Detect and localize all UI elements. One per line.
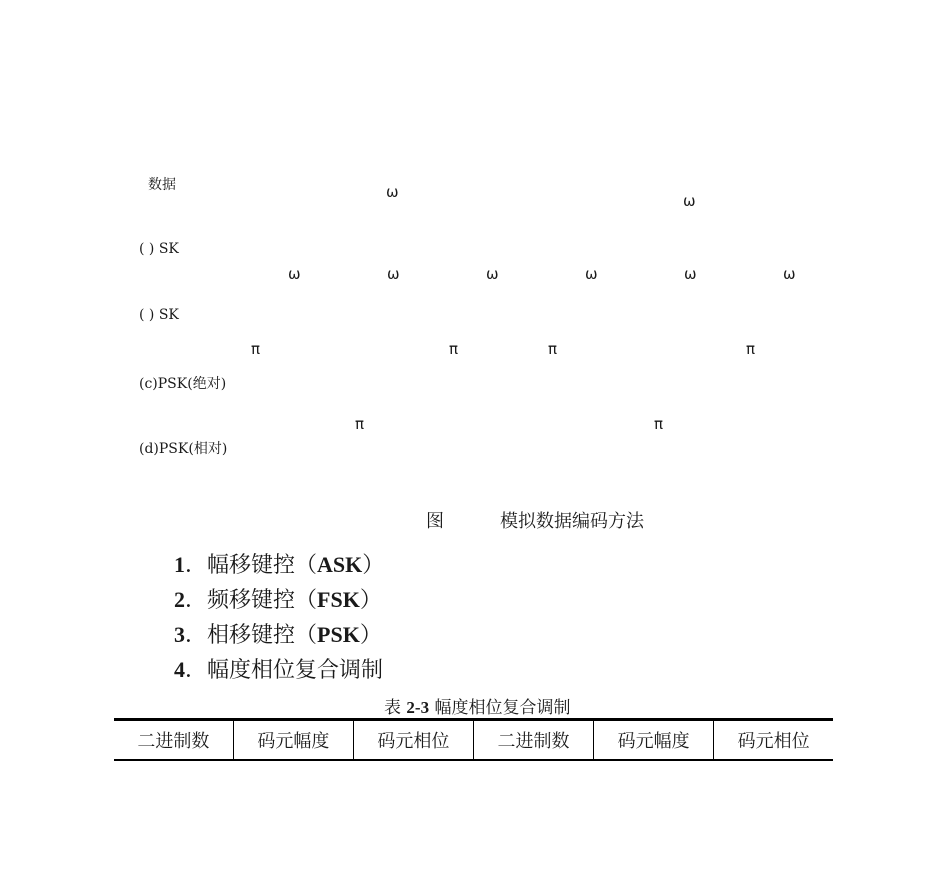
table-caption-number: 2-3 <box>406 698 430 717</box>
row-label-fsk: ( ) SK <box>139 307 179 323</box>
table-header-cell: 二进制数 <box>137 731 210 752</box>
list-item: 2．频移键控（FSK） <box>174 587 382 613</box>
list-item-abbr: ASK <box>317 552 363 577</box>
table-caption <box>384 693 570 718</box>
omega-symbol: ω <box>684 265 697 283</box>
omega-symbol: ω <box>288 265 301 283</box>
list-item-text: 相移键控（ <box>207 623 318 648</box>
list-item-abbr: FSK <box>317 587 360 612</box>
figure-caption-title: 模拟数据编码方法 <box>500 511 644 532</box>
row-label-psk-absolute: (c)PSK(绝对) <box>139 376 227 392</box>
row-label-ask: ( ) SK <box>139 241 179 257</box>
table-caption-title: 幅度相位复合调制 <box>434 698 571 718</box>
row-label-psk-relative: (d)PSK(相对) <box>139 441 228 457</box>
row-label-data: 数据 <box>148 177 176 193</box>
list-item: 3．相移键控（PSK） <box>174 622 382 648</box>
list-item-close: ） <box>359 588 382 613</box>
pi-symbol: π <box>548 340 558 358</box>
omega-symbol: ω <box>386 183 399 201</box>
list-item-number: 1 <box>174 552 185 577</box>
table-header-cell: 码元幅度 <box>594 720 714 761</box>
list-item-close: ） <box>362 553 385 578</box>
pi-symbol: π <box>746 340 756 358</box>
omega-symbol: ω <box>585 265 598 283</box>
table-caption-prefix: 表 <box>384 698 401 718</box>
table-header-cell: 二进制数 <box>473 720 593 761</box>
modulation-table <box>114 718 833 761</box>
omega-symbol: ω <box>387 265 400 283</box>
list-item-text: 幅度相位复合调制 <box>207 658 384 683</box>
omega-symbol: ω <box>486 265 499 283</box>
table-header-cell: 码元相位 <box>353 720 473 761</box>
table-header-row <box>114 720 833 761</box>
list-item-number: 3 <box>174 622 185 647</box>
list-item-text: 幅移键控（ <box>207 553 318 578</box>
list-item-text: 频移键控（ <box>207 588 318 613</box>
omega-symbol: ω <box>683 192 696 210</box>
omega-symbol: ω <box>783 265 796 283</box>
list-item-abbr: PSK <box>317 622 360 647</box>
list-item: 1．幅移键控（ASK） <box>174 552 385 578</box>
table-header-cell: 码元相位 <box>714 720 833 761</box>
list-item-close: ） <box>359 623 382 648</box>
list-item: 4．幅度相位复合调制 <box>174 657 384 683</box>
table-header-cell: 码元幅度 <box>233 720 353 761</box>
pi-symbol: π <box>251 340 261 358</box>
pi-symbol: π <box>355 415 365 433</box>
figure-caption-prefix: 图 <box>426 511 444 532</box>
pi-symbol: π <box>654 415 664 433</box>
pi-symbol: π <box>449 340 459 358</box>
list-item-number: 4 <box>174 657 185 682</box>
list-item-number: 2 <box>174 587 185 612</box>
